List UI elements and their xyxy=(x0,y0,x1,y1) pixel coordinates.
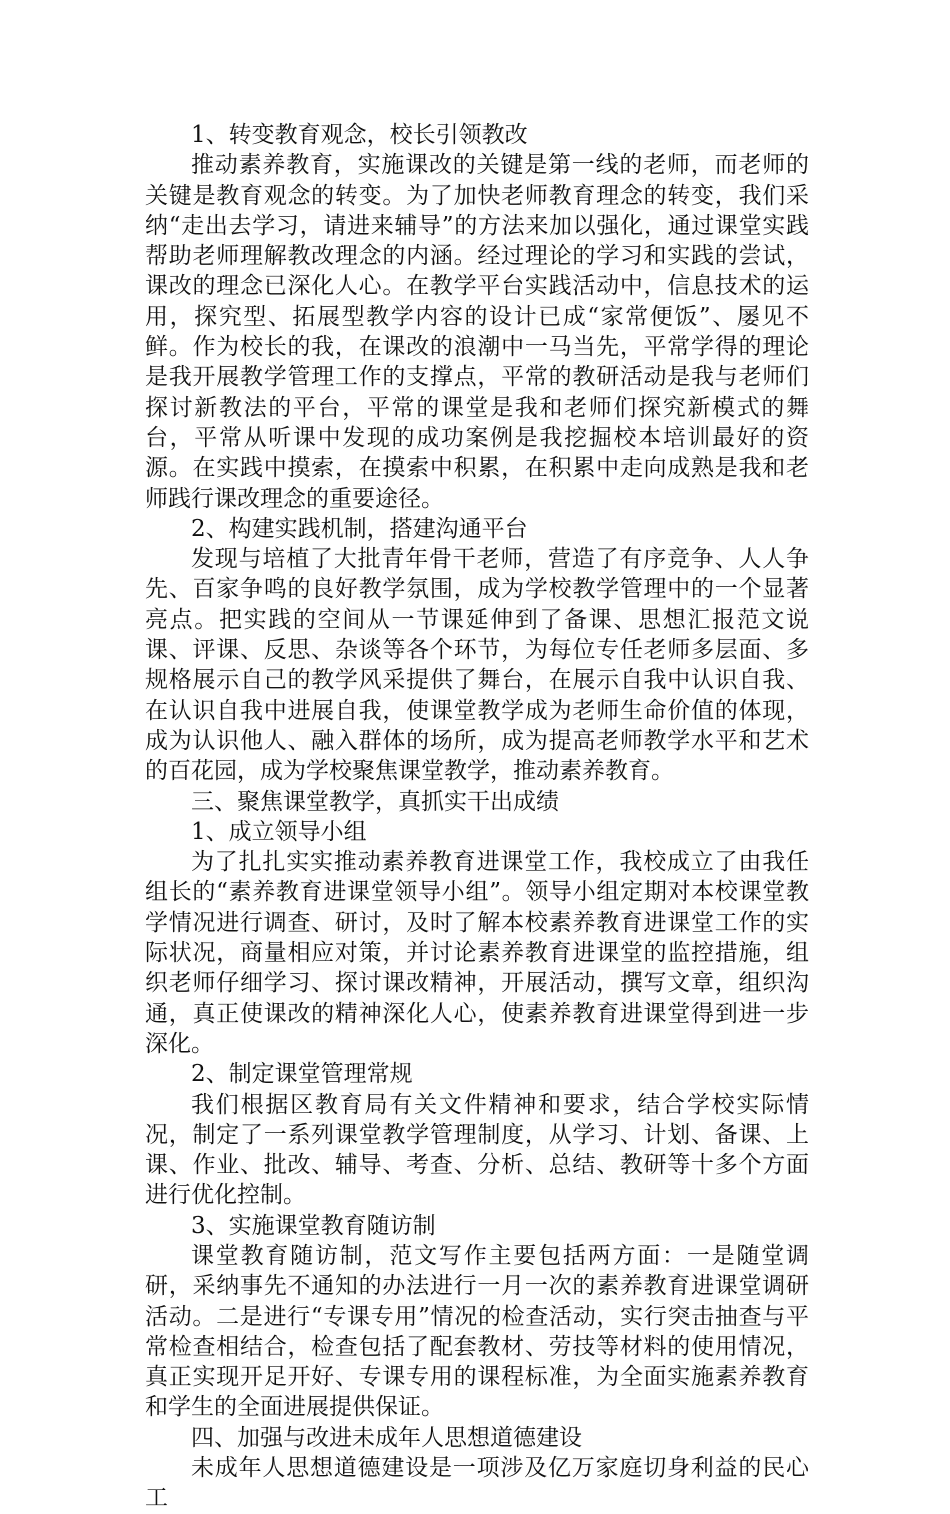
section-heading-practice-mechanism: 2、构建实践机制，搭建沟通平台 xyxy=(191,515,528,542)
section-heading-moral-construction: 四、加强与改进未成年人思想道德建设 xyxy=(191,1424,582,1451)
paragraph-moral-construction: 未成年人思想道德建设是一项涉及亿万家庭切身利益的民心工 xyxy=(145,1455,809,1512)
paragraph-teacher-concept: 推动素养教育，实施课改的关键是第一线的老师，而老师的关键是教育观念的转变。为了加快老师教育理念的转变，我们采纳“走出去学习，请进来辅导”的方法来加以强化，通过课堂实践帮助老师理解教改理念的内涵。经过理论的学习和实践的尝试，课改的理念已深化人心。在教学平台实践活动中，信息技术的运用，探究型、拓展型教学内容的设计已成“家常便饭”、屡见不鲜。作为校长的我，在课改的浪潮中一马当先，平常学得的理论是我开展教学管理工作的支撑点，平常的教研活动是我与老师们探讨新教法的平台，平常的课堂是我和老师们探究新模式的舞台，平常从听课中发现的成功案例是我挖掘校本培训最好的资源。在实践中摸索，在摸索中积累，在积累中走向成熟是我和老师践行课改理念的重要途径。 xyxy=(145,152,809,512)
subheading-management-rules: 2、制定课堂管理常规 xyxy=(191,1061,413,1088)
paragraph-management-rules: 我们根据区教育局有关文件精神和要求，结合学校实际情况，制定了一系列课堂教学管理制度，从学习、计划、备课、上课、作业、批改、辅导、考查、分析、总结、教研等十多个方面进行优化控制。 xyxy=(145,1091,809,1209)
section-heading-change-concept: 1、转变教育观念，校长引领教改 xyxy=(191,122,528,148)
paragraph-young-teachers: 发现与培植了大批青年骨干老师，营造了有序竞争、人人争先、百家争鸣的良好教学氛围，成为学校教学管理中的一个显著亮点。把实践的空间从一节课延伸到了备课、思想汇报范文说课、评课、反思、杂谈等各个环节，为每位专任老师多层面、多规格展示自己的教学风采提供了舞台，在展示自我中认识自我、在认识自我中进展自我，使课堂教学成为老师生命价值的体现，成为认识他人、融入群体的场所，成为提高老师教学水平和艺术的百花园，成为学校聚焦课堂教学，推动素养教育。 xyxy=(145,546,809,785)
subheading-leadership-group: 1、成立领导小组 xyxy=(191,818,367,845)
document-body xyxy=(145,120,809,1514)
subheading-visit-system: 3、实施课堂教育随访制 xyxy=(191,1212,436,1239)
paragraph-visit-system: 课堂教育随访制，范文写作主要包括两方面：一是随堂调研，采纳事先不通知的办法进行一月一次的素养教育进课堂调研活动。二是进行“专课专用”情况的检查活动，实行突击抽查与平常检查相结合，检查包括了配套教材、劳技等材料的使用情况，真正实现开足开好、专课专用的课程标准，为全面实施素养教育和学生的全面进展提供保证。 xyxy=(145,1242,809,1421)
paragraph-leadership-group: 为了扎扎实实推动素养教育进课堂工作，我校成立了由我任组长的“素养教育进课堂领导小组”。领导小组定期对本校课堂教学情况进行调查、研讨，及时了解本校素养教育进课堂工作的实际状况，商量相应对策，并讨论素养教育进课堂的监控措施，组织老师仔细学习、探讨课改精神，开展活动，撰写文章，组织沟通，真正使课改的精神深化人心，使素养教育进课堂得到进一步深化。 xyxy=(145,849,809,1057)
section-heading-classroom-teaching: 三、聚焦课堂教学，真抓实干出成绩 xyxy=(191,788,559,815)
